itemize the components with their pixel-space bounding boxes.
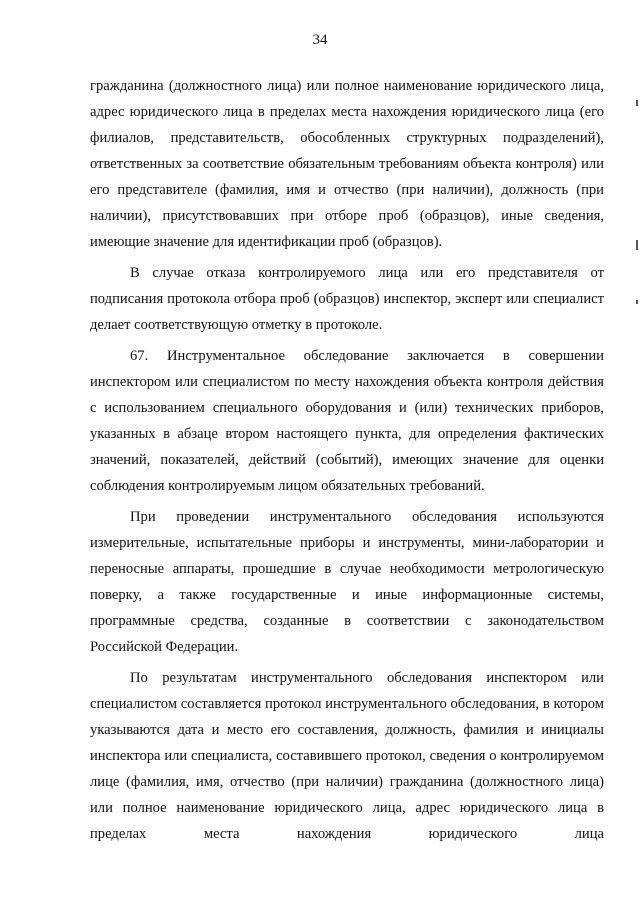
document-body <box>90 73 604 852</box>
scan-edge-mark <box>636 100 638 106</box>
paragraph-protocol: По результатам инструментального обследования инспектором или специалистом составляется протокол инструментального обследования, в котором указываются дата и место его составления, должность, фамилия и инициалы инспектора или специалиста, составившего протокол, сведения о контролируемом лице (фамилия, имя, отчество (при наличии) гражданина (должностного лица) или полное наименование юридического лица, адрес юридического лица в пределах места нахождения юридического лица <box>90 670 604 842</box>
paragraph-instruments: При проведении инструментального обследования используются измерительные, испытательные приборы и инструменты, мини-лаборатории и переносные аппараты, прошедшие в случае необходимости метрологическую поверку, а также государственные и иные информационные системы, программные средства, созданные в соответствии с законодательством Российской Федерации. <box>90 509 604 655</box>
scan-edge-mark <box>636 300 638 304</box>
paragraph-refusal: В случае отказа контролируемого лица или его представителя от подписания протокола отбора проб (образцов) инспектор, эксперт или специалист делает соответствующую отметку в протоколе. <box>90 265 604 333</box>
paragraph-clause-67: 67. Инструментальное обследование заключается в совершении инспектором или специалистом по месту нахождения объекта контроля действия с использованием специального оборудования и (или) технических приборов, указанных в абзаце втором настоящего пункта, для определения фактических значений, показателей, действий (событий), имеющих значение для оценки соблюдения контролируемым лицом обязательных требований. <box>90 348 604 494</box>
scan-edge-mark <box>636 240 638 250</box>
page-number: 34 <box>312 32 328 48</box>
paragraph-continuation: гражданина (должностного лица) или полное наименование юридического лица, адрес юридического лица в пределах места нахождения юридического лица (его филиалов, представительств, обособленных структурных подразделений), ответственных за соответствие обязательным требованиям объекта контроля) или его представителе (фамилия, имя и отчество (при наличии), должность (при наличии), присутствовавших при отборе проб (образцов), иные сведения, имеющие значение для идентификации проб (образцов). <box>90 78 604 250</box>
